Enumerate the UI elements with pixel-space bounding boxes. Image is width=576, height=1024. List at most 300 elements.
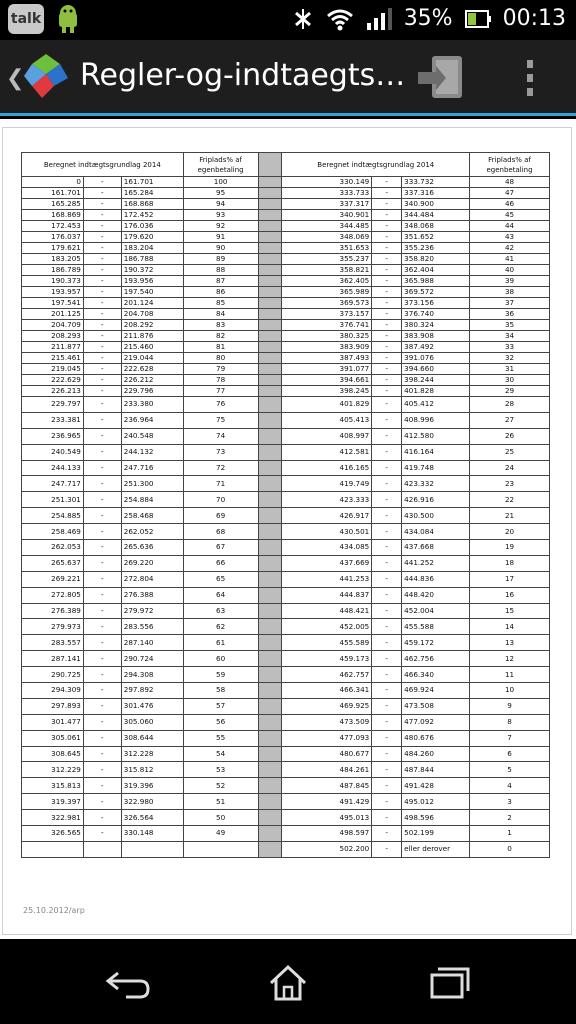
income-from-cell: 308.645 bbox=[22, 746, 84, 762]
dash-cell: - bbox=[372, 540, 402, 556]
column-separator bbox=[258, 619, 282, 635]
percent-cell: 67 bbox=[183, 540, 258, 556]
table-row bbox=[22, 287, 550, 298]
percent-cell: 23 bbox=[470, 476, 550, 492]
dash-cell: - bbox=[83, 309, 121, 320]
income-to-cell: 222.628 bbox=[121, 364, 183, 375]
dash-cell: - bbox=[83, 714, 121, 730]
document-title: Regler-og-indtaegts… bbox=[80, 58, 406, 93]
income-to-cell: 437.668 bbox=[402, 540, 470, 556]
dash-cell: - bbox=[372, 762, 402, 778]
income-from-cell: 312.229 bbox=[22, 762, 84, 778]
table-row bbox=[22, 730, 550, 746]
column-separator bbox=[258, 412, 282, 428]
percent-cell: 83 bbox=[183, 320, 258, 331]
income-to-cell: 172.452 bbox=[121, 210, 183, 221]
income-from-cell: 265.637 bbox=[22, 555, 84, 571]
dash-cell: - bbox=[83, 524, 121, 540]
dash-cell: - bbox=[83, 353, 121, 364]
table-row bbox=[22, 188, 550, 199]
android-notification-icon bbox=[54, 4, 82, 34]
income-from-cell: 455.589 bbox=[282, 635, 372, 651]
percent-cell: 100 bbox=[183, 177, 258, 188]
dash-cell: - bbox=[83, 254, 121, 265]
dash-cell: - bbox=[83, 476, 121, 492]
table-row bbox=[22, 199, 550, 210]
income-to-cell: 315.812 bbox=[121, 762, 183, 778]
income-to-cell: 348.068 bbox=[402, 221, 470, 232]
table-row bbox=[22, 651, 550, 667]
income-to-cell: 459.172 bbox=[402, 635, 470, 651]
percent-cell: 39 bbox=[470, 276, 550, 287]
column-separator bbox=[258, 342, 282, 353]
column-separator bbox=[258, 444, 282, 460]
income-to-cell: 419.748 bbox=[402, 460, 470, 476]
clock: 00:13 bbox=[502, 6, 566, 31]
dash-cell: - bbox=[83, 619, 121, 635]
dash-cell: - bbox=[372, 188, 402, 199]
dash-cell: - bbox=[372, 232, 402, 243]
back-button-icon[interactable] bbox=[104, 963, 154, 1003]
income-to-cell: 502.199 bbox=[402, 826, 470, 842]
battery-icon bbox=[465, 8, 491, 30]
table-row bbox=[22, 444, 550, 460]
income-from-cell: 258.469 bbox=[22, 524, 84, 540]
percent-cell: 92 bbox=[183, 221, 258, 232]
income-from-cell: 344.485 bbox=[282, 221, 372, 232]
income-from-cell: 405.413 bbox=[282, 412, 372, 428]
percent-cell: 7 bbox=[470, 730, 550, 746]
percent-cell: 21 bbox=[470, 508, 550, 524]
dash-cell: - bbox=[83, 492, 121, 508]
percent-cell: 37 bbox=[470, 298, 550, 309]
table-row bbox=[22, 331, 550, 342]
income-to-cell: 186.788 bbox=[121, 254, 183, 265]
income-from-cell: 401.829 bbox=[282, 397, 372, 413]
income-to-cell: 219.044 bbox=[121, 353, 183, 364]
dash-cell: - bbox=[372, 524, 402, 540]
column-separator bbox=[258, 188, 282, 199]
table-row bbox=[22, 221, 550, 232]
dash-cell: - bbox=[83, 460, 121, 476]
column-separator bbox=[258, 714, 282, 730]
income-table bbox=[21, 152, 550, 858]
column-separator bbox=[258, 243, 282, 254]
income-from-cell: 326.565 bbox=[22, 826, 84, 842]
table-row bbox=[22, 412, 550, 428]
bluetooth-off-icon bbox=[292, 7, 314, 31]
income-from-cell: 416.165 bbox=[282, 460, 372, 476]
percent-cell: 47 bbox=[470, 188, 550, 199]
percent-cell: 72 bbox=[183, 460, 258, 476]
income-from-cell: 262.053 bbox=[22, 540, 84, 556]
column-separator bbox=[258, 298, 282, 309]
income-from-cell: 254.885 bbox=[22, 508, 84, 524]
table-header-row bbox=[22, 153, 550, 177]
income-from-cell: 348.069 bbox=[282, 232, 372, 243]
income-to-cell: 276.388 bbox=[121, 587, 183, 603]
income-to-cell: 279.972 bbox=[121, 603, 183, 619]
column-separator bbox=[258, 492, 282, 508]
dash-cell: - bbox=[83, 386, 121, 397]
income-to-cell: 326.564 bbox=[121, 810, 183, 826]
dash-cell: - bbox=[83, 698, 121, 714]
income-from-cell: 172.453 bbox=[22, 221, 84, 232]
column-separator bbox=[258, 460, 282, 476]
income-to-cell: 251.300 bbox=[121, 476, 183, 492]
column-separator bbox=[258, 331, 282, 342]
dash-cell: - bbox=[372, 309, 402, 320]
header-income-left: Beregnet indtægtsgrundlag 2014 bbox=[22, 153, 184, 177]
table-row bbox=[22, 683, 550, 699]
percent-cell: 50 bbox=[183, 810, 258, 826]
income-to-cell: 401.828 bbox=[402, 386, 470, 397]
percent-cell: 5 bbox=[470, 762, 550, 778]
income-from-cell: 276.389 bbox=[22, 603, 84, 619]
income-to-cell: 369.572 bbox=[402, 287, 470, 298]
income-to-cell: 197.540 bbox=[121, 287, 183, 298]
income-from-cell: 437.669 bbox=[282, 555, 372, 571]
income-to-cell: 305.060 bbox=[121, 714, 183, 730]
table-row bbox=[22, 508, 550, 524]
income-from-cell: 168.869 bbox=[22, 210, 84, 221]
income-from-cell: 272.805 bbox=[22, 587, 84, 603]
percent-cell: 76 bbox=[183, 397, 258, 413]
income-to-cell: 269.220 bbox=[121, 555, 183, 571]
income-from-cell: 211.877 bbox=[22, 342, 84, 353]
column-separator bbox=[258, 603, 282, 619]
percent-cell: 6 bbox=[470, 746, 550, 762]
dash-cell: - bbox=[372, 243, 402, 254]
percent-cell: 73 bbox=[183, 444, 258, 460]
percent-cell: 14 bbox=[470, 619, 550, 635]
dash-cell: - bbox=[83, 794, 121, 810]
dash-cell: - bbox=[83, 667, 121, 683]
dash-cell: - bbox=[372, 651, 402, 667]
percent-cell: 41 bbox=[470, 254, 550, 265]
percent-cell: 35 bbox=[470, 320, 550, 331]
percent-cell: 88 bbox=[183, 265, 258, 276]
column-separator bbox=[258, 651, 282, 667]
table-row bbox=[22, 428, 550, 444]
income-from-cell: 186.789 bbox=[22, 265, 84, 276]
dash-cell: - bbox=[83, 199, 121, 210]
income-to-cell: 344.484 bbox=[402, 210, 470, 221]
income-to-cell: 287.140 bbox=[121, 635, 183, 651]
talk-notification-icon: talk bbox=[8, 4, 44, 34]
income-to-cell: 462.756 bbox=[402, 651, 470, 667]
percent-cell: 61 bbox=[183, 635, 258, 651]
percent-cell bbox=[183, 841, 258, 857]
header-income-right: Beregnet indtægtsgrundlag 2014 bbox=[282, 153, 470, 177]
column-separator bbox=[258, 221, 282, 232]
navigation-bar bbox=[0, 939, 576, 1024]
dash-cell: - bbox=[372, 397, 402, 413]
dash-cell: - bbox=[372, 555, 402, 571]
income-to-cell: 208.292 bbox=[121, 320, 183, 331]
dash-cell: - bbox=[372, 794, 402, 810]
dash-cell: - bbox=[83, 276, 121, 287]
income-to-cell: 455.588 bbox=[402, 619, 470, 635]
income-to-cell: 412.580 bbox=[402, 428, 470, 444]
dash-cell: - bbox=[83, 265, 121, 276]
income-from-cell: 269.221 bbox=[22, 571, 84, 587]
income-from-cell: 365.989 bbox=[282, 287, 372, 298]
income-from-cell: 290.725 bbox=[22, 667, 84, 683]
income-to-cell: 387.492 bbox=[402, 342, 470, 353]
dash-cell: - bbox=[372, 353, 402, 364]
percent-cell: 45 bbox=[470, 210, 550, 221]
dash-cell: - bbox=[83, 232, 121, 243]
income-from-cell: 287.141 bbox=[22, 651, 84, 667]
percent-cell: 60 bbox=[183, 651, 258, 667]
dash-cell: - bbox=[83, 364, 121, 375]
dash-cell: - bbox=[83, 555, 121, 571]
dash-cell: - bbox=[83, 428, 121, 444]
income-to-cell: 487.844 bbox=[402, 762, 470, 778]
income-to-cell: 423.332 bbox=[402, 476, 470, 492]
income-to-cell: 473.508 bbox=[402, 698, 470, 714]
percent-cell: 48 bbox=[470, 177, 550, 188]
income-from-cell: 498.597 bbox=[282, 826, 372, 842]
percent-cell: 11 bbox=[470, 667, 550, 683]
percent-cell: 55 bbox=[183, 730, 258, 746]
column-separator bbox=[258, 524, 282, 540]
dash-cell: - bbox=[372, 342, 402, 353]
table-row bbox=[22, 555, 550, 571]
dash-cell: - bbox=[372, 199, 402, 210]
dash-cell: - bbox=[83, 810, 121, 826]
income-from-cell: 426.917 bbox=[282, 508, 372, 524]
column-separator bbox=[258, 826, 282, 842]
overflow-menu-icon[interactable] bbox=[522, 60, 538, 96]
income-from-cell: 279.973 bbox=[22, 619, 84, 635]
percent-cell: 42 bbox=[470, 243, 550, 254]
column-separator bbox=[258, 397, 282, 413]
percent-cell: 2 bbox=[470, 810, 550, 826]
income-to-cell: 244.132 bbox=[121, 444, 183, 460]
header-pct-left: Friplads% af egenbetaling bbox=[183, 153, 258, 177]
table-row bbox=[22, 320, 550, 331]
dash-cell: - bbox=[372, 287, 402, 298]
income-from-cell: 466.341 bbox=[282, 683, 372, 699]
percent-cell: 53 bbox=[183, 762, 258, 778]
dash-cell: - bbox=[372, 364, 402, 375]
percent-cell: 10 bbox=[470, 683, 550, 699]
office-suite-logo-icon[interactable] bbox=[22, 52, 70, 100]
percent-cell: 54 bbox=[183, 746, 258, 762]
dash-cell: - bbox=[83, 188, 121, 199]
income-from-cell: 226.213 bbox=[22, 386, 84, 397]
table-row bbox=[22, 762, 550, 778]
income-to-cell: 355.236 bbox=[402, 243, 470, 254]
income-from-cell bbox=[22, 841, 84, 857]
income-from-cell: 419.749 bbox=[282, 476, 372, 492]
income-to-cell: 391.076 bbox=[402, 353, 470, 364]
income-from-cell: 176.037 bbox=[22, 232, 84, 243]
income-to-cell: 258.468 bbox=[121, 508, 183, 524]
income-to-cell: 430.500 bbox=[402, 508, 470, 524]
dash-cell: - bbox=[372, 698, 402, 714]
percent-cell: 94 bbox=[183, 199, 258, 210]
percent-cell: 18 bbox=[470, 555, 550, 571]
table-row bbox=[22, 276, 550, 287]
column-separator bbox=[258, 698, 282, 714]
income-to-cell: 247.716 bbox=[121, 460, 183, 476]
income-from-cell: 383.909 bbox=[282, 342, 372, 353]
dash-cell bbox=[83, 841, 121, 857]
income-to-cell: 322.980 bbox=[121, 794, 183, 810]
percent-cell: 9 bbox=[470, 698, 550, 714]
dash-cell: - bbox=[372, 177, 402, 188]
income-to-cell: 394.660 bbox=[402, 364, 470, 375]
dash-cell: - bbox=[83, 412, 121, 428]
income-from-cell: 333.733 bbox=[282, 188, 372, 199]
dash-cell: - bbox=[83, 762, 121, 778]
income-to-cell: 297.892 bbox=[121, 683, 183, 699]
recent-apps-button-icon[interactable] bbox=[424, 963, 474, 1003]
income-to-cell: 190.372 bbox=[121, 265, 183, 276]
income-to-cell: 161.701 bbox=[121, 177, 183, 188]
income-to-cell bbox=[121, 841, 183, 857]
income-to-cell: 290.724 bbox=[121, 651, 183, 667]
percent-cell: 93 bbox=[183, 210, 258, 221]
income-to-cell: 441.252 bbox=[402, 555, 470, 571]
income-from-cell: 462.757 bbox=[282, 667, 372, 683]
income-from-cell: 204.709 bbox=[22, 320, 84, 331]
income-from-cell: 448.421 bbox=[282, 603, 372, 619]
income-from-cell: 244.133 bbox=[22, 460, 84, 476]
income-from-cell: 380.325 bbox=[282, 331, 372, 342]
document-viewer[interactable] bbox=[0, 119, 576, 939]
income-to-cell: 179.620 bbox=[121, 232, 183, 243]
income-from-cell: 208.293 bbox=[22, 331, 84, 342]
percent-cell: 89 bbox=[183, 254, 258, 265]
income-to-cell: 301.476 bbox=[121, 698, 183, 714]
percent-cell: 69 bbox=[183, 508, 258, 524]
income-from-cell: 430.501 bbox=[282, 524, 372, 540]
income-to-cell: 477.092 bbox=[402, 714, 470, 730]
table-row bbox=[22, 540, 550, 556]
column-separator bbox=[258, 210, 282, 221]
percent-cell: 63 bbox=[183, 603, 258, 619]
column-separator bbox=[258, 375, 282, 386]
income-from-cell: 398.245 bbox=[282, 386, 372, 397]
income-from-cell: 201.125 bbox=[22, 309, 84, 320]
table-row bbox=[22, 460, 550, 476]
column-separator bbox=[258, 254, 282, 265]
income-to-cell: 383.908 bbox=[402, 331, 470, 342]
table-row bbox=[22, 698, 550, 714]
dash-cell: - bbox=[83, 298, 121, 309]
income-from-cell: 358.821 bbox=[282, 265, 372, 276]
dash-cell: - bbox=[372, 492, 402, 508]
column-separator bbox=[258, 730, 282, 746]
percent-cell: 38 bbox=[470, 287, 550, 298]
column-separator bbox=[258, 667, 282, 683]
column-separator bbox=[258, 287, 282, 298]
percent-cell: 1 bbox=[470, 826, 550, 842]
column-separator bbox=[258, 276, 282, 287]
table-row bbox=[22, 210, 550, 221]
table-row bbox=[22, 309, 550, 320]
dash-cell: - bbox=[372, 375, 402, 386]
income-to-cell: 469.924 bbox=[402, 683, 470, 699]
dash-cell: - bbox=[372, 331, 402, 342]
percent-cell: 27 bbox=[470, 412, 550, 428]
dash-cell: - bbox=[372, 428, 402, 444]
column-separator bbox=[258, 320, 282, 331]
column-separator bbox=[258, 232, 282, 243]
income-from-cell: 197.541 bbox=[22, 298, 84, 309]
table-row bbox=[22, 794, 550, 810]
income-to-cell: 215.460 bbox=[121, 342, 183, 353]
income-to-cell: 362.404 bbox=[402, 265, 470, 276]
income-from-cell: 473.509 bbox=[282, 714, 372, 730]
dash-cell: - bbox=[83, 342, 121, 353]
percent-cell: 29 bbox=[470, 386, 550, 397]
table-row bbox=[22, 587, 550, 603]
income-to-cell: 254.884 bbox=[121, 492, 183, 508]
dash-cell: - bbox=[372, 476, 402, 492]
dash-cell: - bbox=[372, 298, 402, 309]
dash-cell: - bbox=[83, 651, 121, 667]
dash-cell: - bbox=[372, 667, 402, 683]
income-to-cell: 358.820 bbox=[402, 254, 470, 265]
percent-cell: 32 bbox=[470, 353, 550, 364]
income-from-cell: 444.837 bbox=[282, 587, 372, 603]
percent-cell: 52 bbox=[183, 778, 258, 794]
income-to-cell: 330.148 bbox=[121, 826, 183, 842]
table-row bbox=[22, 476, 550, 492]
column-separator bbox=[258, 587, 282, 603]
dash-cell: - bbox=[372, 210, 402, 221]
income-from-cell: 283.557 bbox=[22, 635, 84, 651]
home-button-icon[interactable] bbox=[263, 963, 313, 1003]
income-from-cell: 441.253 bbox=[282, 571, 372, 587]
percent-cell: 49 bbox=[183, 826, 258, 842]
dash-cell: - bbox=[83, 287, 121, 298]
income-to-cell: 380.324 bbox=[402, 320, 470, 331]
up-chevron-icon[interactable]: ❮ bbox=[6, 66, 25, 91]
income-from-cell: 369.573 bbox=[282, 298, 372, 309]
table-row bbox=[22, 603, 550, 619]
column-separator bbox=[258, 571, 282, 587]
income-to-cell: 416.164 bbox=[402, 444, 470, 460]
income-from-cell: 165.285 bbox=[22, 199, 84, 210]
dash-cell: - bbox=[372, 276, 402, 287]
table-row bbox=[22, 386, 550, 397]
table-row bbox=[22, 714, 550, 730]
column-separator bbox=[258, 810, 282, 826]
table-row bbox=[22, 232, 550, 243]
income-to-cell: 211.876 bbox=[121, 331, 183, 342]
percent-cell: 82 bbox=[183, 331, 258, 342]
income-from-cell: 387.493 bbox=[282, 353, 372, 364]
document-page bbox=[2, 127, 572, 935]
percent-cell: 34 bbox=[470, 331, 550, 342]
percent-cell: 56 bbox=[183, 714, 258, 730]
percent-cell: 28 bbox=[470, 397, 550, 413]
income-from-cell: 477.093 bbox=[282, 730, 372, 746]
dash-cell: - bbox=[83, 177, 121, 188]
table-row bbox=[22, 619, 550, 635]
income-to-cell: 233.380 bbox=[121, 397, 183, 413]
export-document-icon[interactable] bbox=[412, 52, 468, 104]
dash-cell: - bbox=[372, 603, 402, 619]
percent-cell: 15 bbox=[470, 603, 550, 619]
income-to-cell: 294.308 bbox=[121, 667, 183, 683]
